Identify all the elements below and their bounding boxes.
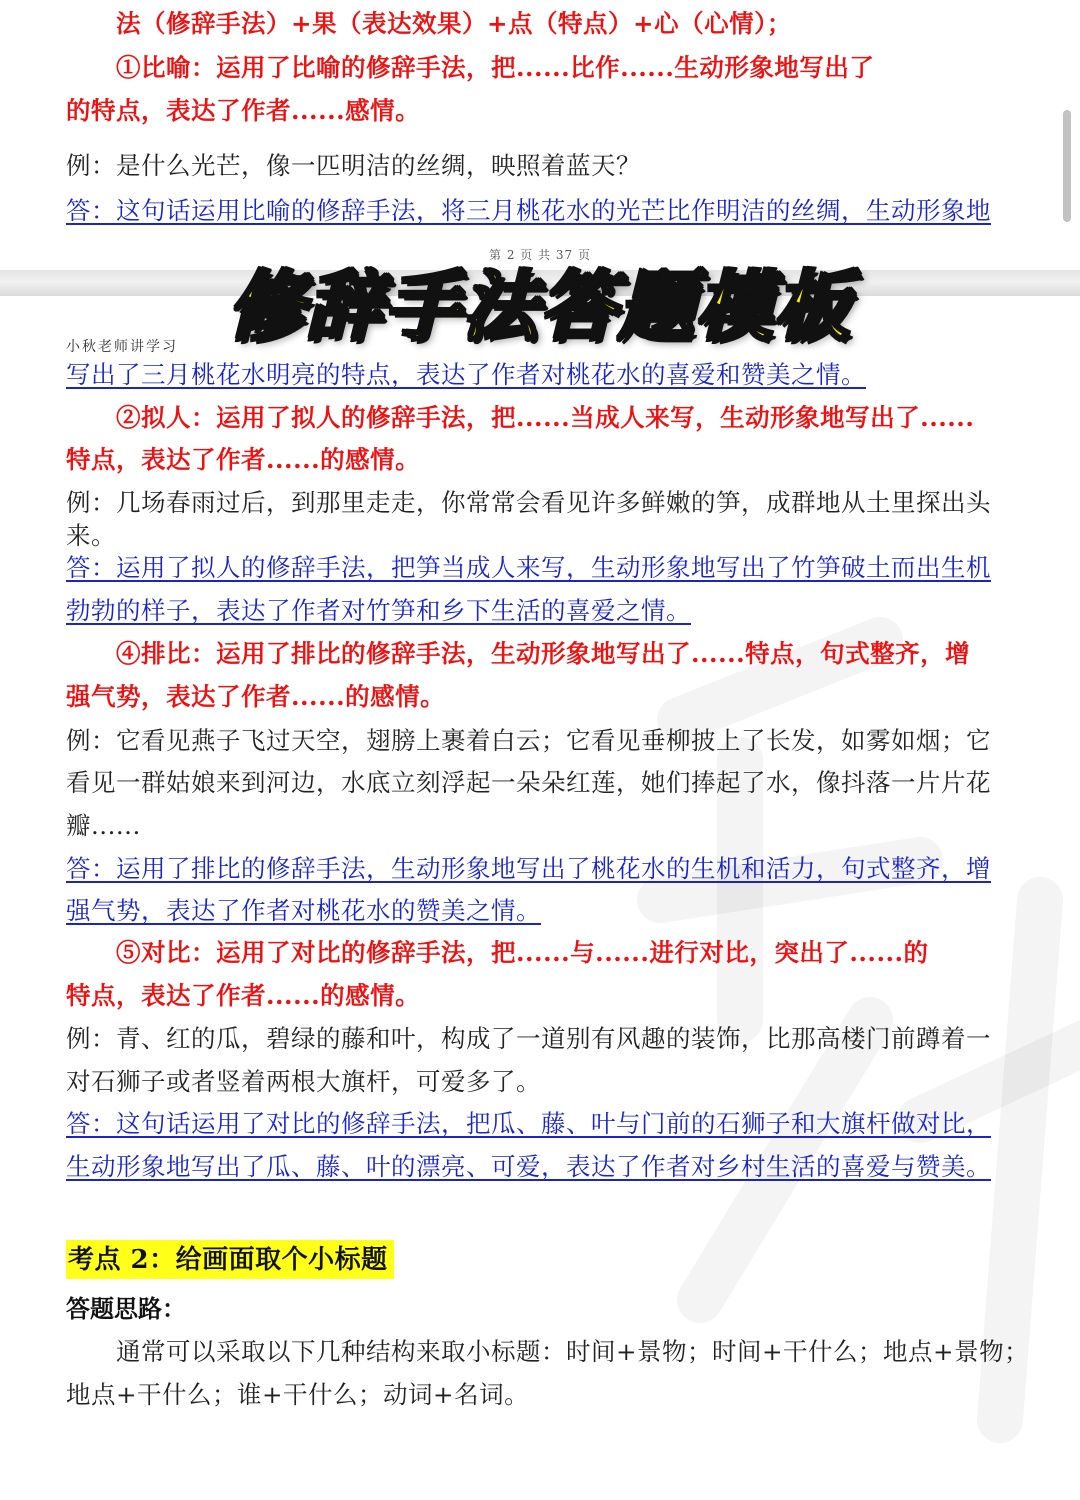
metaphor-example: 例：是什么光芒，像一匹明洁的丝绸，映照着蓝天？ xyxy=(66,151,641,180)
personification-answer: 答：运用了拟人的修辞手法，把笋当成人来写，生动形象地写出了竹笋破土而出生机 xyxy=(66,553,991,582)
personification-example-cont: 来。 xyxy=(66,521,116,550)
personification-example: 例：几场春雨过后，到那里走走，你常常会看见许多鲜嫩的笋，成群地从土里探出头 xyxy=(66,488,991,517)
vertical-scrollbar[interactable] xyxy=(1063,110,1071,222)
overlay-title: 修辞手法答题模板 xyxy=(228,262,852,351)
metaphor-answer: 答：这句话运用比喻的修辞手法，将三月桃花水的光芒比作明洁的丝绸，生动形象地 xyxy=(66,196,991,225)
contrast-rule-cont: 特点，表达了作者......的感情。 xyxy=(66,981,421,1010)
personification-answer-cont: 勃勃的样子，表达了作者对竹笋和乡下生活的喜爱之情。 xyxy=(66,596,691,625)
section-2-body-cont: 地点+干什么；谁+干什么；动词+名词。 xyxy=(66,1380,530,1409)
parallelism-example-end: 瓣...... xyxy=(66,811,141,840)
parallelism-example: 例：它看见燕子飞过天空，翅膀上裹着白云；它看见垂柳披上了长发，如雾如烟；它 xyxy=(66,726,991,755)
brand-header: 小秋老师讲学习 xyxy=(66,339,178,355)
parallelism-rule-cont: 强气势，表达了作者......的感情。 xyxy=(66,682,446,711)
metaphor-rule: ①比喻：运用了比喻的修辞手法，把......比作......生动形象地写出了 xyxy=(116,53,875,82)
parallelism-rule: ④排比：运用了排比的修辞手法，生动形象地写出了......特点，句式整齐，增 xyxy=(116,639,971,668)
document-page-upper xyxy=(0,0,1080,270)
contrast-example-cont: 对石狮子或者竖着两根大旗杆，可爱多了。 xyxy=(66,1067,541,1096)
personification-rule: ②拟人：运用了拟人的修辞手法，把......当成人来写，生动形象地写出了...... xyxy=(116,403,975,432)
parallelism-answer-cont: 强气势，表达了作者对桃花水的赞美之情。 xyxy=(66,896,541,925)
formula-line: 法（修辞手法）+果（表达效果）+点（特点）+心（心情）； xyxy=(116,9,792,38)
parallelism-answer: 答：运用了排比的修辞手法，生动形象地写出了桃花水的生机和活力，句式整齐，增 xyxy=(66,854,991,883)
contrast-answer-cont: 生动形象地写出了瓜、藤、叶的漂亮、可爱，表达了作者对乡村生活的喜爱与赞美。 xyxy=(66,1152,991,1181)
contrast-rule: ⑤对比：运用了对比的修辞手法，把......与......进行对比，突出了......的 xyxy=(116,938,929,967)
metaphor-answer-cont: 写出了三月桃花水明亮的特点，表达了作者对桃花水的喜爱和赞美之情。 xyxy=(66,360,866,389)
parallelism-example-cont: 看见一群姑娘来到河边，水底立刻浮起一朵朵红莲，她们捧起了水，像抖落一片片花 xyxy=(66,768,991,797)
section-2-body: 通常可以采取以下几种结构来取小标题：时间+景物；时间+干什么；地点+景物； xyxy=(116,1337,1030,1366)
metaphor-rule-cont: 的特点，表达了作者......感情。 xyxy=(66,96,421,125)
page-number-footer: 第 2 页 共 37 页 xyxy=(489,248,591,262)
personification-rule-cont: 特点，表达了作者......的感情。 xyxy=(66,445,421,474)
contrast-answer: 答：这句话运用了对比的修辞手法，把瓜、藤、叶与门前的石狮子和大旗杆做对比， xyxy=(66,1109,991,1138)
answer-approach-subhead: 答题思路： xyxy=(66,1294,186,1323)
section-2-heading: 考点 2：给画面取个小标题 xyxy=(66,1240,394,1279)
contrast-example: 例：青、红的瓜，碧绿的藤和叶，构成了一道别有风趣的装饰，比那高楼门前蹲着一 xyxy=(66,1024,991,1053)
